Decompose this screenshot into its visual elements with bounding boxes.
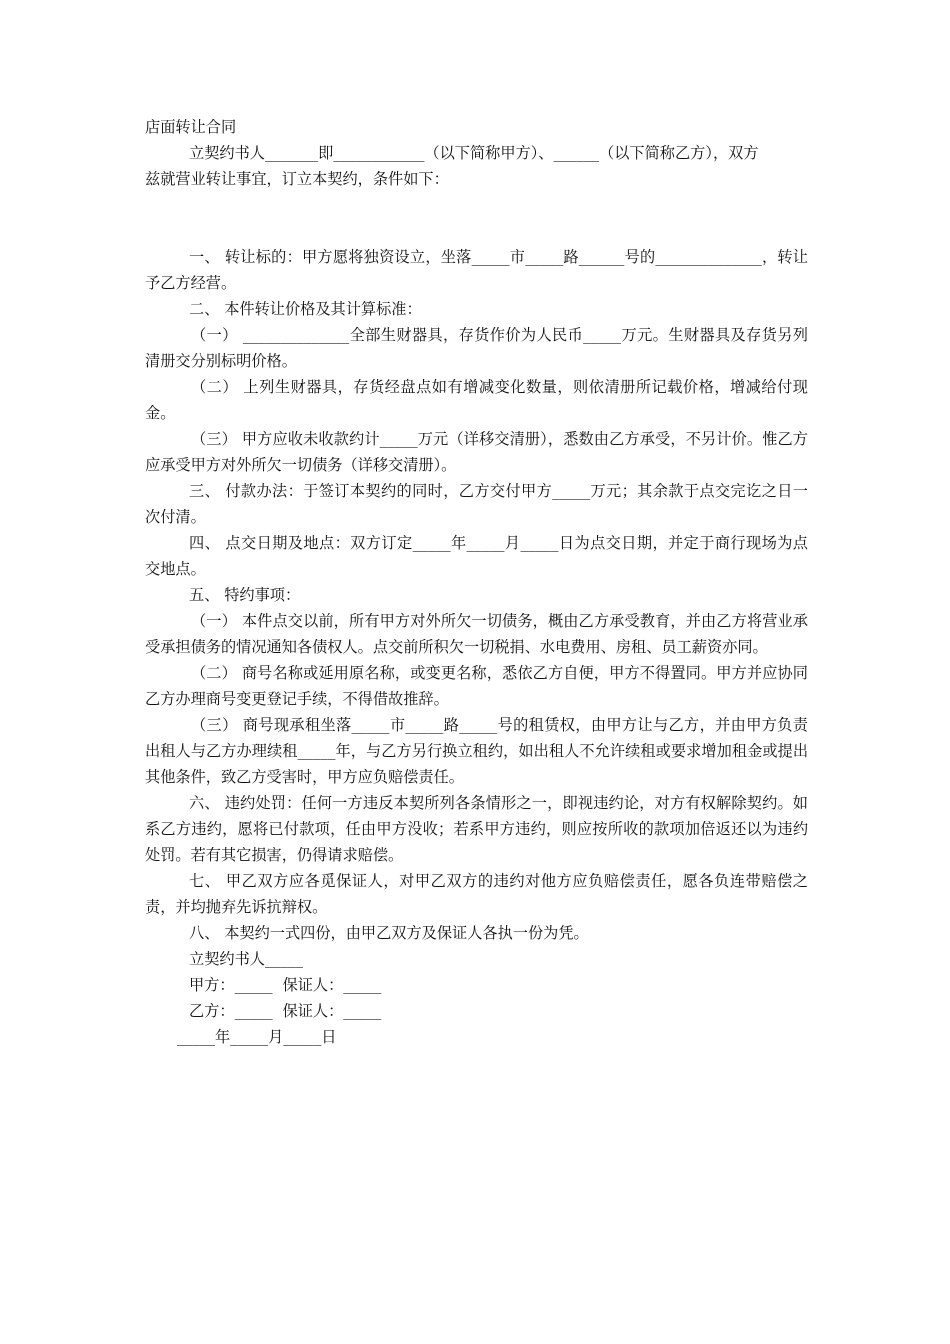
clause-5-3: （三） 商号现承租坐落_____市_____路_____号的租赁权，由甲方让与乙方，并由甲方负责出租人与乙方办理续租_____年，与乙方另行换立租约，如出租人不允许续租或要求增加租金或提出其他条件，致乙方受害时，甲方应负赔偿责任。 <box>145 716 808 786</box>
clause-2: 二、 本件转让价格及其计算标准： <box>189 300 422 318</box>
clause-8: 八、 本契约一式四份，由甲乙双方及保证人各执一份为凭。 <box>189 924 589 942</box>
clause-4: 四、 点交日期及地点：双方订定_____年_____月_____日为点交日期，并定于商行现场为点交地点。 <box>145 534 808 578</box>
intro-line-1: 立契约书人_______即____________（以下简称甲方）、______（以下简称乙方），双方 <box>189 144 759 162</box>
guarantor-b-field: 保证人：_____ <box>282 1002 382 1020</box>
party-a-line <box>145 972 808 998</box>
clause-2-1: （一） ______________全部生财器具，存货作价为人民币_____万元。生财器具及存货另列清册交分别标明价格。 <box>145 326 808 370</box>
clause-2-2: （二） 上列生财器具，存货经盘点如有增减变化数量，则依清册所记载价格，增减给付现金。 <box>145 378 808 422</box>
document-title: 店面转让合同 <box>145 118 237 136</box>
signer-line: 立契约书人_____ <box>189 950 303 968</box>
clause-6: 六、 违约处罚：任何一方违反本契所列各条情形之一，即视违约论，对方有权解除契约。如系乙方违约，愿将已付款项，任由甲方没收；若系甲方违约，则应按所收的款项加倍返还以为违约处罚。若有其它损害，仍得请求赔偿。 <box>145 794 808 864</box>
party-b-line <box>145 998 808 1024</box>
intro-line-2: 兹就营业转让事宜，订立本契约，条件如下： <box>145 170 449 188</box>
clause-7: 七、 甲乙双方应各觅保证人，对甲乙双方的违约对他方应负赔偿责任，愿各负连带赔偿之责，并均抛弃先诉抗辩权。 <box>145 872 808 916</box>
clause-1: 一、 转让标的：甲方愿将独资设立，坐落_____市_____路______号的______________，转让予乙方经营。 <box>145 248 808 292</box>
party-b-field: 乙方：_____ <box>189 1002 273 1020</box>
contract-page <box>145 114 808 1050</box>
guarantor-a-field: 保证人：_____ <box>282 976 382 994</box>
clause-5-1: （一） 本件点交以前，所有甲方对外所欠一切债务，概由乙方承受教育，并由乙方将营业承受承担债务的情况通知各债权人。点交前所积欠一切税捐、水电费用、房租、员工薪资亦同。 <box>145 612 808 656</box>
blank-space <box>145 192 808 244</box>
clause-3: 三、 付款办法：于签订本契约的同时，乙方交付甲方_____万元；其余款于点交完讫之日一次付清。 <box>145 482 808 526</box>
date-line: _____年_____月_____日 <box>177 1028 337 1046</box>
clause-2-3: （三） 甲方应收未收款约计_____万元（详移交清册），悉数由乙方承受，不另计价。惟乙方应承受甲方对外所欠一切债务（详移交清册）。 <box>145 430 808 474</box>
clause-5-2: （二） 商号名称或延用原名称，或变更名称，悉依乙方自便，甲方不得置同。甲方并应协同乙方办理商号变更登记手续，不得借故推辞。 <box>145 664 808 708</box>
clause-5: 五、 特约事项： <box>189 586 301 604</box>
party-a-field: 甲方：_____ <box>189 976 273 994</box>
